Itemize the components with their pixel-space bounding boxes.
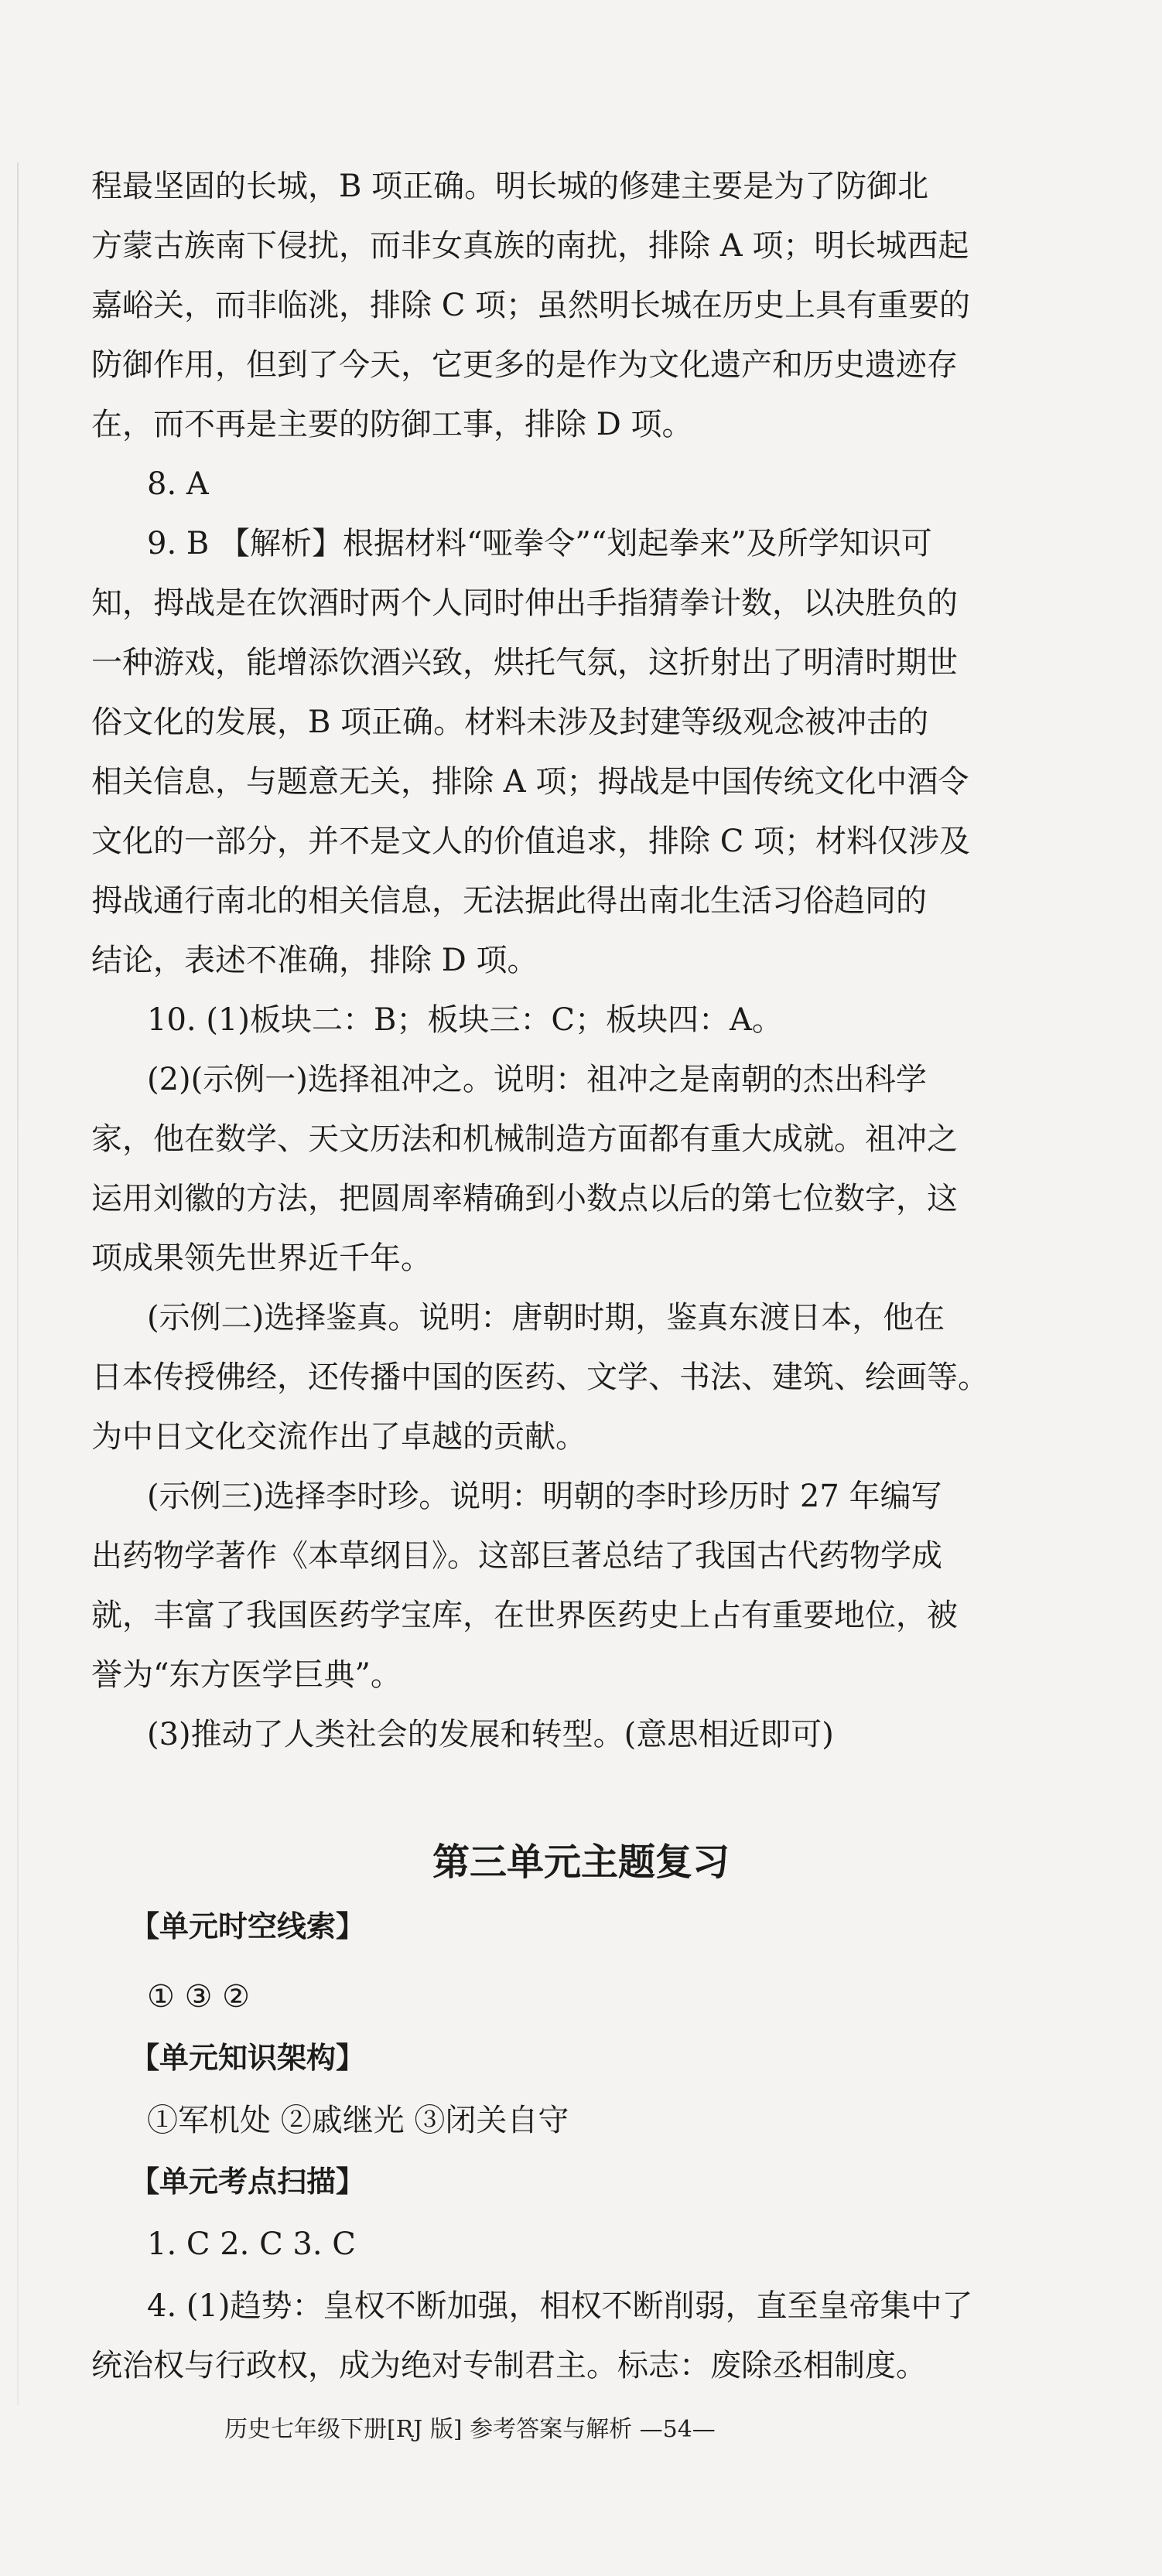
answer-9-line: 9. B 【解析】根据材料“哑拳令”“划起拳来”及所学知识可: [147, 526, 932, 561]
text-line: 项成果领先世界近千年。: [91, 1240, 432, 1276]
example-3-line: (示例三)选择李时珍。说明：明朝的李时珍历时 27 年编写: [147, 1479, 942, 1514]
text-line: 在，而不再是主要的防御工事，排除 D 项。: [91, 407, 693, 442]
text-line: 统治权与行政权，成为绝对专制君主。标志：废除丞相制度。: [91, 2348, 927, 2383]
answer-10-1: 10. (1)板块二：B；板块三：C；板块四：A。: [147, 1002, 783, 1038]
section-heading-framework: 【单元知识架构】: [130, 2041, 366, 2075]
text-line: 出药物学著作《本草纲目》。这部巨著总结了我国古代药物学成: [91, 1538, 942, 1574]
text-line: 嘉峪关，而非临洮，排除 C 项；虽然明长城在历史上具有重要的: [91, 288, 971, 323]
timeline-answer: ① ③ ②: [147, 1979, 251, 2015]
text-line: 结论，表述不准确，排除 D 项。: [91, 943, 538, 978]
text-line: 一种游戏，能增添饮酒兴致，烘托气氛，这折射出了明清时期世: [91, 645, 958, 681]
text-line: 知，拇战是在饮酒时两个人同时伸出手指猜拳计数，以决胜负的: [91, 585, 958, 621]
text-line: 运用刘徽的方法，把圆周率精确到小数点以后的第七位数字，这: [91, 1181, 958, 1216]
text-line: 俗文化的发展，B 项正确。材料未涉及封建等级观念被冲击的: [91, 705, 929, 740]
framework-answer: ①军机处 ②戚继光 ③闭关自守: [147, 2103, 569, 2138]
text-line: 相关信息，与题意无关，排除 A 项；拇战是中国传统文化中酒令: [91, 764, 969, 800]
answer-8: 8. A: [147, 466, 209, 502]
text-line: 家，他在数学、天文历法和机械制造方面都有重大成就。祖冲之: [91, 1121, 958, 1157]
page-footer: 历史七年级下册[RJ 版] 参考答案与解析 —54—: [224, 2416, 716, 2443]
example-2-line: (示例二)选择鉴真。说明：唐朝时期，鉴真东渡日本，他在: [147, 1300, 945, 1336]
text-line: 防御作用，但到了今天，它更多的是作为文化遗产和历史遗迹存: [91, 347, 958, 383]
answer-10-3: (3)推动了人类社会的发展和转型。(意思相近即可): [147, 1717, 834, 1752]
text-line: 拇战通行南北的相关信息，无法据此得出南北生活习俗趋同的: [91, 883, 927, 919]
answer-4-line: 4. (1)趋势：皇权不断加强，相权不断削弱，直至皇帝集中了: [147, 2288, 973, 2324]
text-line: 程最坚固的长城，B 项正确。明长城的修建主要是为了防御北: [91, 169, 929, 204]
text-line: 文化的一部分，并不是文人的价值追求，排除 C 项；材料仅涉及: [91, 824, 971, 859]
margin-rule: [17, 162, 19, 2405]
text-line: 誉为“东方医学巨典”。: [91, 1657, 402, 1693]
text-line: 就，丰富了我国医药学宝库，在世界医药史上占有重要地位，被: [91, 1598, 958, 1633]
text-line: 为中日文化交流作出了卓越的贡献。: [91, 1419, 586, 1455]
scan-answer: 1. C 2. C 3. C: [147, 2226, 356, 2262]
answer-10-2-line: (2)(示例一)选择祖冲之。说明：祖冲之是南朝的杰出科学: [147, 1062, 927, 1097]
unit-title: 第三单元主题复习: [432, 1841, 730, 1884]
text-line: 方蒙古族南下侵扰，而非女真族的南扰，排除 A 项；明长城西起: [91, 228, 969, 264]
section-heading-timeline: 【单元时空线索】: [130, 1909, 366, 1943]
text-line: 日本传授佛经，还传播中国的医药、文学、书法、建筑、绘画等。: [91, 1360, 989, 1395]
section-heading-scan: 【单元考点扫描】: [130, 2165, 366, 2199]
